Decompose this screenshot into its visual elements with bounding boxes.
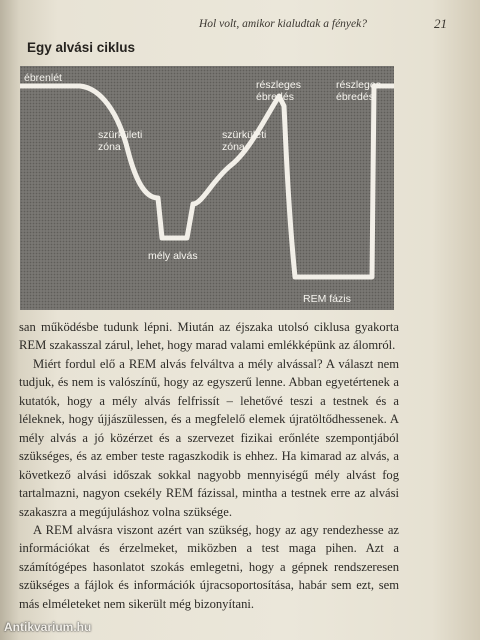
label-awake: ébrenlét — [24, 72, 62, 84]
paragraph-2: Miért fordul elő a REM alvás felváltva a mély alvással? A választ nem tudjuk, és nem is valószínű, hogy az egyszerű lenne. Abban egyetértenek a kutatók, hogy a mély alvás felfrissít – lehetővé teszi a testnek és a léleknek, hogy újjászülessen, és a megfelelő elemek újratöltődhessenek. A mély alvás a jó közérzet és a szervezet fizikai erőnléte szempontjából szükséges, és az ember teste ragaszkodik is ehhez. Ha kimarad az alvás, a következő alvási időszak sokkal nagyobb mennyiségű mély alvást fog tartalmazni, nagyon csekély REM fázissal, mintha a testnek erre az alvási szakaszra a megújuláshoz volna szüksége. — [19, 356, 399, 519]
page-number: 21 — [434, 16, 447, 31]
label-twilight-1-text-line2: zóna — [98, 141, 121, 153]
watermark-logo: Antikvarium.hu — [4, 620, 92, 634]
paragraph-1: san működésbe tudunk lépni. Miután az éjszaka utolsó ciklusa gyakorta REM szakasszal zárul, lehet, hogy marad valami emlékképünk az álomról. — [19, 320, 399, 353]
label-partial-wake-2-text: részleges — [336, 79, 381, 91]
running-title: Hol volt, amikor kialudtak a fények? — [199, 18, 367, 30]
label-partial-wake-2-text-line2: ébredés — [336, 91, 374, 103]
paragraph-3: A REM alvásra viszont azért van szükség, hogy az agy rendezhesse az információkat és érzelmeket, miközben a test maga pihen. Azt a számítógépes hasonlatot szokás emlegetni, hogy a gépnek rendszeresen szükséges a fájlok és információk újracsoportosítása, habár sem ezt, sem más elméleteket nem sikerült még bizonyítani. — [19, 522, 399, 611]
label-partial-wake-1-text-line2: ébredés — [256, 91, 294, 103]
sleep-cycle-svg — [20, 66, 394, 310]
label-deep-sleep: mély alvás — [148, 250, 198, 262]
label-rem: REM fázis — [303, 293, 351, 305]
label-twilight-1-text: szürkületi — [98, 129, 143, 141]
figure-title: Egy alvási ciklus — [27, 40, 136, 55]
sleep-cycle-diagram — [20, 66, 394, 310]
label-twilight-2-text: szürkületi — [222, 129, 267, 141]
label-twilight-2-text-line2: zóna — [222, 141, 245, 153]
body-text — [19, 318, 399, 613]
label-partial-wake-1-text: részleges — [256, 79, 301, 91]
